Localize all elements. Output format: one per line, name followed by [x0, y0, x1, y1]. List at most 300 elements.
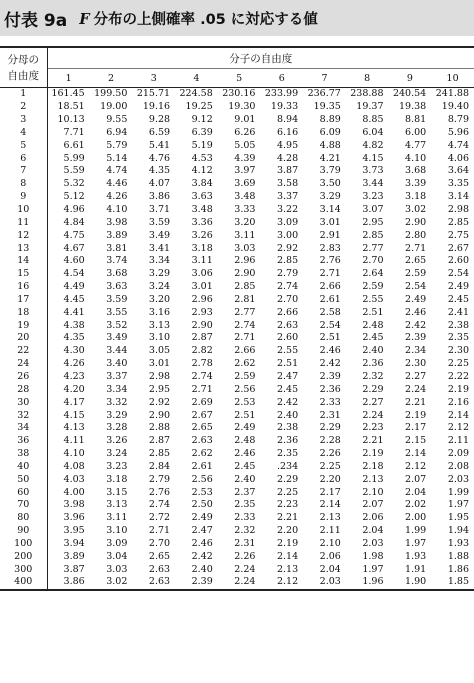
value-cell: 2.18 [362, 460, 384, 472]
value-cell: 2.98 [148, 370, 171, 382]
value-cell: 3.36 [191, 216, 213, 228]
value-cell: 2.24 [362, 409, 384, 421]
table-row [0, 358, 474, 371]
value-cell: 3.86 [47, 576, 90, 590]
value-cell: 3.29 [148, 268, 171, 280]
denominator-df-cell: 400 [0, 576, 47, 590]
value-cell: 2.08 [447, 460, 469, 472]
table-row [0, 127, 474, 140]
value-cell: 2.10 [319, 537, 341, 549]
value-cell: 2.71 [191, 383, 213, 395]
value-cell: 4.45 [63, 293, 85, 305]
value-cell: 4.26 [106, 191, 128, 203]
value-cell: 2.11 [447, 435, 469, 447]
value-cell: 3.10 [148, 332, 171, 344]
value-cell: 2.14 [319, 499, 341, 511]
title-text: 分布の上側確率 .05 に対応する値 [93, 11, 318, 28]
value-cell: 224.58 [179, 88, 213, 100]
denominator-df-cell: 30 [0, 396, 47, 409]
value-cell: 1.94 [447, 525, 469, 537]
table-row [0, 473, 474, 486]
value-cell: 2.19 [362, 448, 384, 460]
value-cell: 2.56 [191, 473, 213, 485]
value-cell: 2.66 [234, 345, 256, 357]
denominator-df-cell: 70 [0, 499, 47, 512]
value-cell: 2.90 [234, 268, 256, 280]
numerator-df-5: 5 [218, 69, 261, 88]
value-cell: 2.85 [362, 229, 384, 241]
value-cell: 5.05 [234, 139, 256, 151]
value-cell: .234 [276, 460, 299, 472]
numerator-df-header: 分子の自由度 [47, 47, 474, 69]
value-cell: 2.51 [234, 409, 256, 421]
numerator-df-9: 9 [389, 69, 432, 88]
value-cell: 2.33 [234, 512, 256, 524]
value-cell: 3.34 [106, 383, 128, 395]
table-row [0, 332, 474, 345]
value-cell: 9.55 [106, 114, 128, 126]
value-cell: 2.31 [234, 537, 256, 549]
value-cell: 2.12 [405, 460, 427, 472]
value-cell: 2.95 [148, 383, 171, 395]
table-row [0, 345, 474, 358]
value-cell: 4.46 [106, 178, 128, 190]
value-cell: 2.74 [276, 281, 299, 293]
value-cell: 3.11 [234, 229, 256, 241]
value-cell: 3.37 [106, 370, 128, 382]
value-cell: 2.29 [319, 422, 341, 434]
value-cell: 236.77 [307, 88, 341, 100]
value-cell: 238.88 [350, 88, 384, 100]
value-cell: 3.23 [106, 460, 128, 472]
value-cell: 3.63 [106, 281, 128, 293]
value-cell: 3.05 [148, 345, 171, 357]
value-cell: 4.26 [63, 358, 85, 370]
value-cell: 3.09 [276, 216, 299, 228]
value-cell: 3.22 [276, 204, 299, 216]
value-cell: 1.99 [405, 525, 427, 537]
value-cell: 4.88 [319, 139, 341, 151]
value-cell: 2.75 [447, 229, 469, 241]
value-cell: 3.39 [405, 178, 427, 190]
value-cell: 2.46 [234, 448, 256, 460]
value-cell: 8.85 [362, 114, 384, 126]
value-cell: 2.61 [191, 460, 213, 472]
value-cell: 2.48 [234, 435, 256, 447]
value-cell: 4.96 [63, 204, 85, 216]
value-cell: 2.17 [319, 486, 341, 498]
value-cell: 4.67 [63, 242, 85, 254]
value-cell: 4.35 [63, 332, 85, 344]
table-row [0, 435, 474, 448]
value-cell: 1.85 [431, 576, 474, 590]
table-row [0, 422, 474, 435]
denominator-df-cell: 4 [0, 127, 47, 140]
value-cell: 5.79 [106, 139, 128, 151]
value-cell: 2.04 [362, 525, 384, 537]
value-cell: 3.33 [234, 204, 256, 216]
value-cell: 3.52 [106, 319, 128, 331]
value-cell: 2.36 [276, 435, 299, 447]
value-cell: 2.07 [362, 499, 384, 511]
value-cell: 2.85 [234, 281, 256, 293]
value-cell: 4.38 [63, 319, 85, 331]
value-cell: 3.01 [191, 281, 213, 293]
value-cell: 4.74 [447, 139, 469, 151]
value-cell: 3.44 [106, 345, 128, 357]
value-cell: 2.78 [191, 358, 213, 370]
denominator-df-cell: 8 [0, 178, 47, 191]
value-cell: 2.40 [276, 409, 299, 421]
value-cell: 2.90 [148, 409, 171, 421]
table-row [0, 88, 474, 101]
value-cell: 2.64 [362, 268, 384, 280]
numerator-df-8: 8 [346, 69, 389, 88]
value-cell: 6.26 [234, 126, 256, 138]
table-row [0, 371, 474, 384]
value-cell: 2.81 [234, 293, 256, 305]
value-cell: 2.70 [362, 255, 384, 267]
value-cell: 4.82 [362, 139, 384, 151]
value-cell: 2.06 [362, 512, 384, 524]
value-cell: 2.72 [148, 512, 171, 524]
value-cell: 3.34 [148, 255, 171, 267]
value-cell: 2.70 [276, 293, 299, 305]
value-cell: 2.21 [276, 512, 299, 524]
value-cell: 2.90 [191, 319, 213, 331]
value-cell: 3.87 [63, 563, 85, 575]
value-cell: 2.28 [319, 435, 341, 447]
value-cell: 6.16 [276, 126, 299, 138]
value-cell: 3.06 [191, 268, 213, 280]
value-cell: 2.65 [191, 422, 213, 434]
value-cell: 2.35 [447, 332, 469, 344]
value-cell: 19.38 [398, 101, 427, 113]
value-cell: 2.26 [234, 550, 256, 562]
value-cell: 5.19 [191, 139, 213, 151]
value-cell: 3.96 [63, 512, 85, 524]
value-cell: 3.23 [362, 191, 384, 203]
denominator-df-cell: 1 [0, 88, 47, 101]
value-cell: 4.60 [63, 255, 85, 267]
value-cell: 2.92 [148, 396, 171, 408]
value-cell: 4.12 [191, 165, 213, 177]
value-cell: 3.01 [148, 358, 171, 370]
value-cell: 2.39 [319, 370, 341, 382]
value-cell: 2.59 [405, 268, 427, 280]
value-cell: 2.24 [218, 576, 261, 590]
value-cell: 1.98 [362, 550, 384, 562]
value-cell: 6.09 [319, 126, 341, 138]
denominator-df-cell: 200 [0, 550, 47, 563]
value-cell: 1.91 [405, 563, 427, 575]
value-cell: 3.84 [191, 178, 213, 190]
table-row [0, 538, 474, 551]
value-cell: 2.67 [447, 242, 469, 254]
table-row [0, 448, 474, 461]
value-cell: 19.35 [313, 101, 341, 113]
denominator-df-cell: 11 [0, 216, 47, 229]
denominator-df-cell: 3 [0, 114, 47, 127]
table-row [0, 229, 474, 242]
denominator-df-cell: 38 [0, 448, 47, 461]
value-cell: 19.00 [100, 101, 128, 113]
value-cell: 5.14 [106, 152, 128, 164]
title-variable: F [79, 10, 90, 28]
value-cell: 2.30 [447, 345, 469, 357]
value-cell: 2.49 [191, 512, 213, 524]
value-cell: 2.42 [405, 319, 427, 331]
value-cell: 2.25 [319, 460, 341, 472]
value-cell: 2.39 [405, 332, 427, 344]
value-cell: 3.49 [106, 332, 128, 344]
value-cell: 2.87 [191, 332, 213, 344]
table-row [0, 319, 474, 332]
numerator-df-2: 2 [90, 69, 133, 88]
value-cell: 2.34 [405, 345, 427, 357]
value-cell: 7.71 [63, 126, 85, 138]
value-cell: 8.79 [447, 114, 469, 126]
value-cell: 3.07 [362, 204, 384, 216]
value-cell: 8.89 [319, 114, 341, 126]
value-cell: 2.59 [362, 281, 384, 293]
denominator-df-cell: 6 [0, 152, 47, 165]
value-cell: 2.20 [319, 473, 341, 485]
table-row [0, 281, 474, 294]
value-cell: 1.93 [447, 537, 469, 549]
value-cell: 2.77 [362, 242, 384, 254]
value-cell: 5.59 [63, 165, 85, 177]
value-cell: 1.90 [389, 576, 432, 590]
value-cell: 4.06 [447, 152, 469, 164]
value-cell: 2.54 [405, 281, 427, 293]
numerator-df-4: 4 [175, 69, 218, 88]
value-cell: 4.07 [148, 178, 171, 190]
value-cell: 2.98 [447, 204, 469, 216]
value-cell: 2.26 [319, 448, 341, 460]
value-cell: 3.49 [148, 229, 171, 241]
value-cell: 9.28 [148, 114, 171, 126]
table-row [0, 525, 474, 538]
value-cell: 3.18 [405, 191, 427, 203]
value-cell: 2.09 [447, 448, 469, 460]
value-cell: 2.65 [148, 550, 171, 562]
value-cell: 1.88 [447, 550, 469, 562]
value-cell: 230.16 [222, 88, 256, 100]
value-cell: 3.20 [234, 216, 256, 228]
denominator-df-cell: 10 [0, 204, 47, 217]
value-cell: 1.97 [362, 563, 384, 575]
value-cell: 5.32 [63, 178, 85, 190]
value-cell: 2.56 [234, 383, 256, 395]
value-cell: 4.13 [63, 422, 85, 434]
denominator-df-cell: 34 [0, 422, 47, 435]
value-cell: 2.27 [362, 396, 384, 408]
value-cell: 4.74 [106, 165, 128, 177]
value-cell: 4.53 [191, 152, 213, 164]
value-cell: 2.35 [276, 448, 299, 460]
value-cell: 1.96 [346, 576, 389, 590]
value-cell: 2.22 [447, 370, 469, 382]
value-cell: 2.96 [191, 293, 213, 305]
value-cell: 3.24 [148, 281, 171, 293]
value-cell: 2.40 [234, 473, 256, 485]
denominator-df-cell: 32 [0, 409, 47, 422]
value-cell: 2.60 [276, 332, 299, 344]
value-cell: 4.54 [63, 268, 85, 280]
value-cell: 2.42 [191, 550, 213, 562]
value-cell: 2.38 [276, 422, 299, 434]
value-cell: 2.49 [234, 422, 256, 434]
value-cell: 2.36 [319, 383, 341, 395]
value-cell: 4.23 [63, 370, 85, 382]
value-cell: 3.24 [106, 448, 128, 460]
value-cell: 2.37 [234, 486, 256, 498]
value-cell: 3.13 [106, 499, 128, 511]
table-row [0, 550, 474, 563]
value-cell: 2.45 [362, 332, 384, 344]
value-cell: 2.36 [362, 358, 384, 370]
value-cell: 3.20 [148, 293, 171, 305]
denominator-df-cell: 300 [0, 563, 47, 576]
value-cell: 3.02 [405, 204, 427, 216]
value-cell: 2.24 [405, 383, 427, 395]
value-cell: 2.13 [276, 563, 299, 575]
value-cell: 2.41 [447, 306, 469, 318]
value-cell: 2.14 [405, 448, 427, 460]
value-cell: 2.90 [405, 216, 427, 228]
value-cell: 2.13 [362, 473, 384, 485]
value-cell: 2.21 [405, 396, 427, 408]
value-cell: 240.54 [392, 88, 427, 100]
value-cell: 3.03 [234, 242, 256, 254]
value-cell: 3.81 [106, 242, 128, 254]
value-cell: 2.14 [447, 409, 469, 421]
value-cell: 3.03 [106, 563, 128, 575]
value-cell: 4.17 [63, 396, 85, 408]
value-cell: 2.79 [276, 268, 299, 280]
value-cell: 4.49 [63, 281, 85, 293]
value-cell: 3.73 [362, 165, 384, 177]
value-cell: 2.51 [362, 306, 384, 318]
value-cell: 2.46 [191, 537, 213, 549]
value-cell: 6.04 [362, 126, 384, 138]
value-cell: 5.99 [63, 152, 85, 164]
title-bar [0, 0, 474, 36]
value-cell: 2.77 [234, 306, 256, 318]
value-cell: 3.64 [447, 165, 469, 177]
denominator-df-cell: 40 [0, 460, 47, 473]
value-cell: 3.28 [106, 422, 128, 434]
value-cell: 3.00 [276, 229, 299, 241]
denominator-df-cell: 18 [0, 306, 47, 319]
value-cell: 4.10 [405, 152, 427, 164]
denominator-df-cell: 80 [0, 512, 47, 525]
table-row [0, 178, 474, 191]
table-row [0, 563, 474, 576]
value-cell: 3.63 [191, 191, 213, 203]
value-cell: 4.03 [63, 473, 85, 485]
value-cell: 6.94 [106, 126, 128, 138]
value-cell: 3.44 [362, 178, 384, 190]
table-row [0, 512, 474, 525]
value-cell: 2.82 [191, 345, 213, 357]
value-cell: 9.01 [234, 114, 256, 126]
table-row [0, 152, 474, 165]
value-cell: 2.67 [191, 409, 213, 421]
value-cell: 2.16 [447, 396, 469, 408]
value-cell: 4.35 [148, 165, 171, 177]
value-cell: 2.62 [234, 358, 256, 370]
denominator-df-cell: 20 [0, 332, 47, 345]
value-cell: 19.33 [270, 101, 299, 113]
numerator-df-7: 7 [303, 69, 346, 88]
denominator-df-cell: 90 [0, 525, 47, 538]
value-cell: 2.32 [234, 525, 256, 537]
value-cell: 6.00 [405, 126, 427, 138]
denominator-df-cell: 50 [0, 473, 47, 486]
value-cell: 161.45 [51, 88, 85, 100]
corner-line-2: 自由度 [7, 69, 39, 82]
value-cell: 2.62 [191, 448, 213, 460]
value-cell: 215.71 [136, 88, 171, 100]
value-cell: 3.11 [106, 512, 128, 524]
value-cell: 3.40 [106, 358, 128, 370]
value-cell: 2.04 [405, 486, 427, 498]
value-cell: 2.11 [319, 525, 341, 537]
table-row [0, 499, 474, 512]
value-cell: 3.87 [276, 165, 299, 177]
value-cell: 2.02 [405, 499, 427, 511]
value-cell: 2.54 [447, 268, 469, 280]
value-cell: 2.14 [276, 550, 299, 562]
denominator-df-cell: 9 [0, 191, 47, 204]
value-cell: 2.48 [362, 319, 384, 331]
denominator-df-cell: 19 [0, 319, 47, 332]
value-cell: 2.20 [276, 525, 299, 537]
value-cell: 2.71 [319, 268, 341, 280]
value-cell: 2.42 [319, 358, 341, 370]
value-cell: 2.49 [447, 281, 469, 293]
page-title [79, 8, 318, 29]
value-cell: 4.95 [276, 139, 299, 151]
value-cell: 19.16 [142, 101, 171, 113]
value-cell: 2.66 [276, 306, 299, 318]
value-cell: 2.04 [319, 563, 341, 575]
value-cell: 3.41 [148, 242, 171, 254]
value-cell: 3.29 [106, 409, 128, 421]
value-cell: 4.41 [63, 306, 85, 318]
value-cell: 1.86 [447, 563, 469, 575]
value-cell: 3.37 [276, 191, 299, 203]
value-cell: 2.71 [148, 525, 171, 537]
value-cell: 2.51 [319, 332, 341, 344]
value-cell: 6.61 [63, 139, 85, 151]
value-cell: 2.66 [319, 281, 341, 293]
table-row [0, 306, 474, 319]
value-cell: 2.19 [405, 409, 427, 421]
value-cell: 2.10 [362, 486, 384, 498]
value-cell: 241.88 [435, 88, 469, 100]
table-row [0, 294, 474, 307]
value-cell: 2.06 [319, 550, 341, 562]
value-cell: 3.58 [276, 178, 299, 190]
value-cell: 2.76 [319, 255, 341, 267]
value-cell: 3.69 [234, 178, 256, 190]
value-cell: 2.38 [447, 319, 469, 331]
value-cell: 2.29 [276, 473, 299, 485]
value-cell: 1.95 [447, 512, 469, 524]
